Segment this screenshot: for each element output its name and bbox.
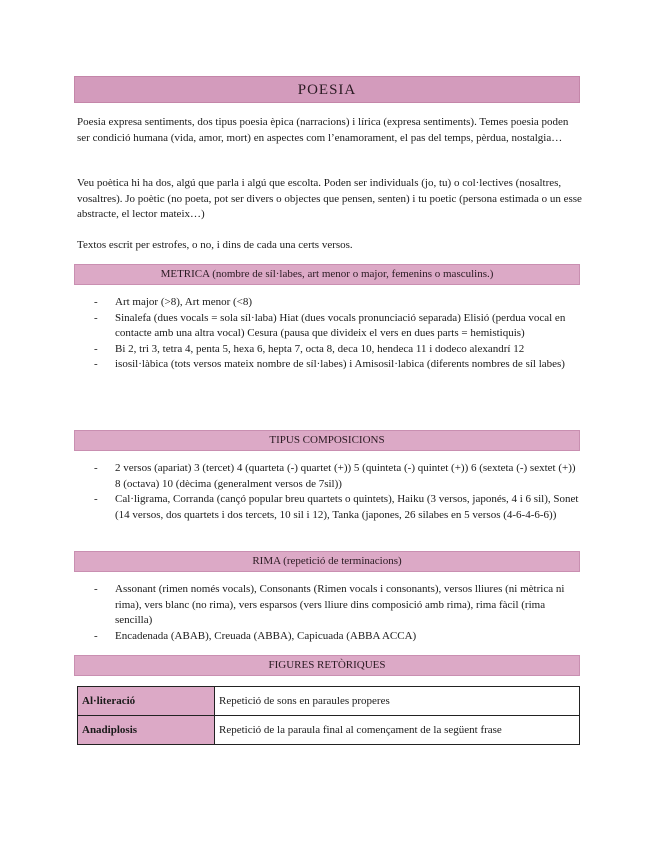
tipus-list [77,461,582,523]
bullet-dash: - [94,311,98,324]
section-heading-metrica: METRICA (nombre de síl·labes, art menor o major, femenins o masculins.) [74,264,580,285]
bullet-dash: - [94,358,98,370]
figure-term: Al·literació [78,687,215,716]
section-heading-rima: RIMA (repetició de terminacions) [74,551,580,572]
bullet-dash: - [94,342,98,355]
list-item-text: Sinalefa (dues vocals = sola síl·laba) Hiat (dues vocals pronunciació separada) Elisió (perdua vocal en contacte amb una altra vocal) Cesura (pausa que divideix el vers en dues parts = hemistiquis) [115,311,566,339]
list-item-text: Cal·ligrama, Corranda (cançó popular breu quartets o quintets), Haiku (3 versos, japonés, 4 i 6 sil), Sonet (14 versos, dos quartets i dos tercets, 10 sil i 12), Tanka (japones, 26 silabes en 5 versos (4-6-4-6-6)) [115,493,579,521]
list-item-text: Encadenada (ABAB), Creuada (ABBA), Capicuada (ABBA ACCA) [115,629,417,642]
bullet-dash: - [94,629,98,642]
list-item-text: 2 versos (apariat) 3 (tercet) 4 (quarteta (-) quartet (+)) 5 (quinteta (-) quintet (+)) 6 (sexteta (-) sextet (+)) 8 (octava) 10 (dècima (generalment versos de 7sil)) [115,462,576,490]
bullet-dash: - [94,493,98,505]
intro-paragraph-2: Veu poètica hi ha dos, algú que parla i algú que escolta. Poden ser individuals (jo, tu) o col·lectives (nosaltres, vosaltres). Jo poètic (no poeta, pot ser divers o objectes que pensen, senten) i tu poetic (persona estimada o un esse abstracte, el lector mateix…) [77,177,582,220]
page-title: POESIA [74,76,580,103]
bullet-dash: - [94,583,98,595]
list-item-text: Art major (>8), Art menor (<8) [115,296,253,308]
list-item [77,311,582,342]
list-item [77,342,582,358]
intro-paragraph-3: Textos escrit per estrofes, o no, i dins de cada una certs versos. [77,239,353,251]
figure-term: Anadiplosis [78,716,215,745]
list-item [77,629,582,645]
intro-paragraph-1: Poesia expresa sentiments, dos tipus poesia èpica (narracions) i lírica (expresa sentiments). Temes poesia poden ser condició humana (vida, amor, mort) en aspectes com l’enamorament, el pas del temps, pèrdua, nostalgia… [77,116,569,144]
list-item [77,295,582,311]
rima-list [77,582,582,644]
list-item-text: isosil·làbica (tots versos mateix nombre de síl·labes) i Amisosil·labica (diferents nombres de síl labes) [115,358,565,370]
figure-definition: Repetició de sons en paraules properes [215,687,580,716]
list-item [77,492,582,523]
section-heading-figures-retoriques: FIGURES RETÒRIQUES [74,655,580,676]
list-item [77,582,582,629]
table-row [78,716,580,745]
bullet-dash: - [94,462,98,474]
bullet-dash: - [94,296,98,308]
figure-definition: Repetició de la paraula final al començament de la següent frase [215,716,580,745]
table-row [78,687,580,716]
figures-table [77,686,580,745]
list-item-text: Bi 2, tri 3, tetra 4, penta 5, hexa 6, hepta 7, octa 8, deca 10, hendeca 11 i dodeco alexandrí 12 [115,342,525,355]
section-heading-tipus-composicions: TIPUS COMPOSICIONS [74,430,580,451]
list-item [77,357,582,373]
list-item-text: Assonant (rimen només vocals), Consonants (Rimen vocals i consonants), versos lliures (ni mètrica ni rima), vers blanc (no rima), vers esparsos (vers lliure dins composició amb rima), rima fàcil (rima sencilla) [115,583,565,626]
metrica-list [77,295,582,373]
list-item [77,461,582,492]
